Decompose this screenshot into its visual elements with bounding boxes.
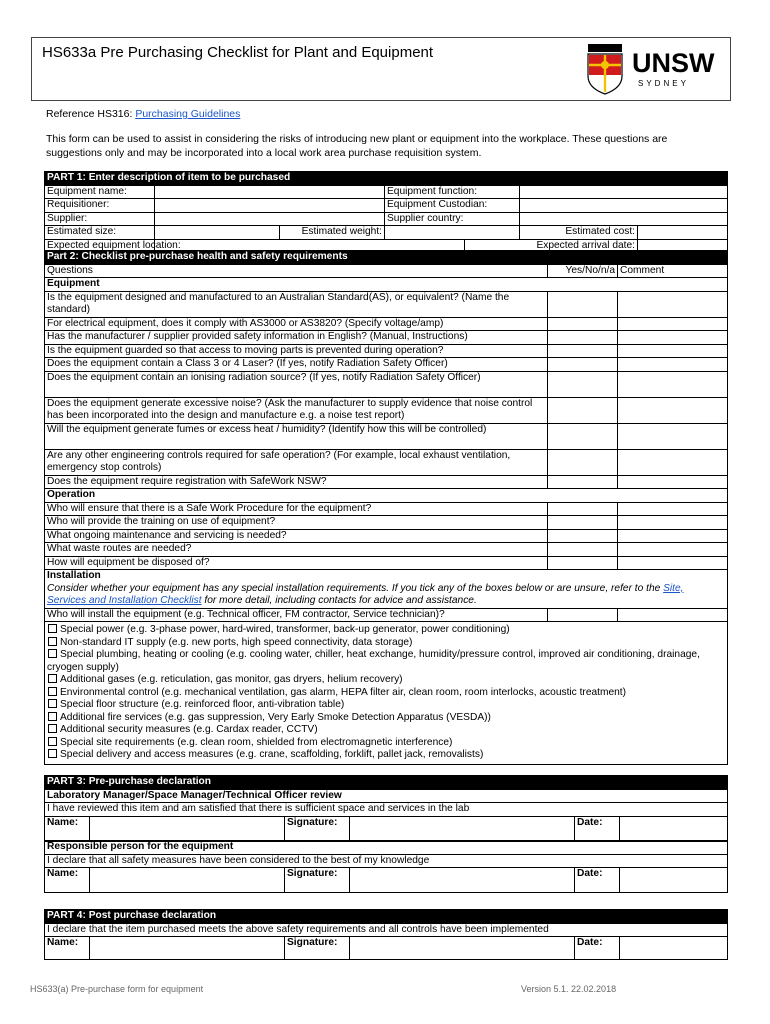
name-label: Name: [45, 816, 90, 841]
answer-field[interactable] [548, 423, 618, 449]
checkbox-label: Special floor structure (e.g. reinforced floor, anti-vibration table) [60, 699, 345, 710]
answer-field[interactable] [548, 397, 618, 423]
question-row: What waste routes are needed? [45, 543, 548, 557]
question-row: Is the equipment guarded so that access to moving parts is prevented during operation? [45, 344, 548, 358]
checkbox[interactable] [48, 724, 57, 733]
answer-field[interactable] [548, 344, 618, 358]
date-label: Date: [575, 816, 620, 841]
lab-name-field[interactable] [90, 816, 285, 841]
installation-checkbox-list [45, 622, 728, 765]
responsible-name-field[interactable] [90, 868, 285, 893]
comment-field[interactable] [618, 449, 728, 475]
estimated-cost-label: Estimated cost: [520, 226, 638, 240]
name-label: Name: [45, 868, 90, 893]
lab-date-field[interactable] [620, 816, 728, 841]
equipment-custodian-field[interactable] [520, 199, 728, 213]
question-row: How will equipment be disposed of? [45, 556, 548, 570]
checkbox-item[interactable] [47, 674, 725, 687]
comment-field[interactable] [618, 344, 728, 358]
part3-responsible-table [44, 840, 728, 893]
checkbox-label: Special power (e.g. 3-phase power, hard-wired, transformer, back-up generator, power conditioning) [60, 624, 510, 635]
comment-field[interactable] [618, 331, 728, 345]
part1-table [44, 171, 728, 253]
post-signature-field[interactable] [350, 937, 575, 960]
question-row: Does the equipment require registration with SafeWork NSW? [45, 475, 548, 489]
question-row: Are any other engineering controls required for safe operation? (For example, local exhaust ventilation, emergency stop controls) [45, 449, 548, 475]
checkbox[interactable] [48, 649, 57, 658]
comment-field[interactable] [618, 529, 728, 543]
expected-arrival-label: Expected arrival date: [465, 239, 638, 253]
answer-field[interactable] [548, 331, 618, 345]
date-label: Date: [575, 937, 620, 960]
supplier-country-field[interactable] [520, 212, 728, 226]
question-row: Who will ensure that there is a Safe Work Procedure for the equipment? [45, 502, 548, 516]
signature-label: Signature: [285, 816, 350, 841]
post-purchase-statement: I declare that the item purchased meets the above safety requirements and all controls have been implemented [45, 923, 728, 937]
checkbox-item[interactable] [47, 637, 725, 650]
comment-col-header: Comment [618, 264, 728, 278]
checkbox-label: Additional fire services (e.g. gas suppression, Very Early Smoke Detection Apparatus (VESDA)) [60, 711, 491, 723]
checkbox-label: Environmental control (e.g. mechanical ventilation, gas alarm, HEPA filter air, clean room, room interlocks, acoustic treatment) [60, 686, 627, 698]
question-row: Does the equipment contain an ionising radiation source? (If yes, notify Radiation Safety Officer) [45, 371, 548, 397]
question-row: For electrical equipment, does it comply with AS3000 or AS3820? (Specify voltage/amp) [45, 317, 548, 331]
answer-field[interactable] [548, 475, 618, 489]
date-label: Date: [575, 868, 620, 893]
comment-field[interactable] [618, 291, 728, 317]
equipment-function-field[interactable] [520, 185, 728, 199]
comment-field[interactable] [618, 556, 728, 570]
checkbox[interactable] [48, 624, 57, 633]
answer-field[interactable] [548, 608, 618, 622]
estimated-weight-field[interactable] [385, 226, 520, 240]
question-row: Who will provide the training on use of equipment? [45, 516, 548, 530]
answer-field[interactable] [548, 317, 618, 331]
part4-heading: PART 4: Post purchase declaration [45, 910, 728, 924]
checkbox-label: Additional gases (e.g. reticulation, gas monitor, gas dryers, helium recovery) [60, 674, 403, 685]
answer-field[interactable] [548, 556, 618, 570]
post-date-field[interactable] [620, 937, 728, 960]
checkbox[interactable] [48, 749, 57, 758]
site-services-checklist-link[interactable]: Site, Services and Installation Checklist [47, 582, 684, 606]
page-title: HS633a Pre Purchasing Checklist for Plant and Equipment [42, 44, 434, 61]
intro-text: This form can be used to assist in considering the risks of introducing new plant or equipment into the workplace. These questions are suggestions only and may be incorporated into a local work area purchase requisition system. [46, 133, 668, 159]
checkbox[interactable] [48, 737, 57, 746]
checkbox[interactable] [48, 687, 57, 696]
responsible-person-heading: Responsible person for the equipment [45, 841, 728, 855]
responsible-statement: I declare that all safety measures have been considered to the best of my knowledge [45, 854, 728, 868]
requisitioner-field[interactable] [155, 199, 385, 213]
checkbox-label: Special site requirements (e.g. clean room, shielded from electromagnetic interference) [60, 736, 453, 748]
checkbox-item[interactable] [47, 724, 725, 737]
question-row: Does the equipment generate excessive noise? (Ask the manufacturer to supply evidence that noise control has been incorporated into the design and manufacture e.g. a noise test report) [45, 397, 548, 423]
comment-field[interactable] [618, 608, 728, 622]
part2-table [44, 250, 728, 765]
lab-review-statement: I have reviewed this item and am satisfied that there is sufficient space and services in the lab [45, 803, 728, 817]
operation-section-heading: Operation [45, 489, 728, 503]
answer-field[interactable] [548, 502, 618, 516]
checkbox-item[interactable] [47, 749, 725, 762]
comment-field[interactable] [618, 423, 728, 449]
checkbox-label: Special delivery and access measures (e.g. crane, scaffolding, forklift, pallet jack, removalists) [60, 749, 484, 760]
reference-prefix: Reference HS316: [46, 108, 136, 120]
estimated-size-field[interactable] [155, 226, 280, 240]
answer-col-header: Yes/No/n/a [548, 264, 618, 278]
installer-question: Who will install the equipment (e.g. Technical officer, FM contractor, Service technician)? [45, 608, 548, 622]
title-box [31, 37, 731, 101]
signature-label: Signature: [285, 868, 350, 893]
supplier-field[interactable] [155, 212, 385, 226]
checkbox-item[interactable] [47, 687, 725, 700]
equipment-custodian-label: Equipment Custodian: [385, 199, 520, 213]
lab-signature-field[interactable] [350, 816, 575, 841]
footer-left: HS633(a) Pre-purchase form for equipment [30, 984, 204, 994]
part3-heading: PART 3: Pre-purchase declaration [45, 776, 728, 790]
checkbox[interactable] [48, 712, 57, 721]
comment-field[interactable] [618, 358, 728, 372]
signature-label: Signature: [285, 937, 350, 960]
requisitioner-label: Requisitioner: [45, 199, 155, 213]
footer-right: Version 5.1. 22.02.2018 [521, 984, 617, 994]
checkbox[interactable] [48, 699, 57, 708]
installation-note-text: Consider whether your equipment has any special installation requirements. If you tick any of the boxes below or are unsure, refer to the [47, 582, 664, 594]
question-row: Does the equipment contain a Class 3 or 4 Laser? (If yes, notify Radiation Safety Officer) [45, 358, 548, 372]
question-row: What ongoing maintenance and servicing is needed? [45, 529, 548, 543]
part3-lab-table [44, 775, 728, 842]
part4-table [44, 909, 728, 960]
checkbox[interactable] [48, 637, 57, 646]
answer-field[interactable] [548, 543, 618, 557]
checkbox-label: Non-standard IT supply (e.g. new ports, high speed connectivity, data storage) [60, 636, 413, 648]
answer-field[interactable] [548, 291, 618, 317]
post-name-field[interactable] [90, 937, 285, 960]
supplier-country-label: Supplier country: [385, 212, 520, 226]
estimated-size-label: Estimated size: [45, 226, 155, 240]
logo-subtitle: SYDNEY [638, 79, 689, 88]
checkbox[interactable] [48, 674, 57, 683]
estimated-cost-field[interactable] [638, 226, 728, 240]
comment-field[interactable] [618, 543, 728, 557]
checkbox-item[interactable] [47, 649, 725, 674]
installation-note-text-end: for more detail, including contacts for advice and assistance. [201, 595, 477, 606]
checkbox-item[interactable] [47, 624, 725, 637]
checkbox-label: Special plumbing, heating or cooling (e.g. cooling water, chiller, heat exchange, humidity/pressure control, improved air conditioning, drainage, cryogen supply) [47, 649, 700, 673]
estimated-weight-label: Estimated weight: [280, 226, 385, 240]
equipment-section-heading: Equipment [45, 278, 728, 292]
installation-heading: Installation [47, 570, 101, 581]
purchasing-guidelines-link[interactable]: Purchasing Guidelines [135, 108, 241, 120]
logo-wordmark: UNSW [632, 48, 715, 78]
comment-field[interactable] [618, 371, 728, 397]
question-row: Will the equipment generate fumes or excess heat / humidity? (Identify how this will be controlled) [45, 423, 548, 449]
equipment-name-field[interactable] [155, 185, 385, 199]
checkbox-item[interactable] [47, 737, 725, 750]
comment-field[interactable] [618, 502, 728, 516]
checkbox-item[interactable] [47, 699, 725, 712]
installation-section [45, 570, 728, 609]
supplier-label: Supplier: [45, 212, 155, 226]
name-label: Name: [45, 937, 90, 960]
answer-field[interactable] [548, 449, 618, 475]
answer-field[interactable] [548, 516, 618, 530]
answer-field[interactable] [548, 371, 618, 397]
answer-field[interactable] [548, 529, 618, 543]
comment-field[interactable] [618, 516, 728, 530]
checkbox-item[interactable] [47, 712, 725, 725]
unsw-logo [580, 40, 722, 98]
installation-note [47, 583, 725, 608]
part1-heading: PART 1: Enter description of item to be purchased [45, 172, 728, 186]
lab-review-heading: Laboratory Manager/Space Manager/Technical Officer review [45, 789, 728, 803]
part2-heading: Part 2: Checklist pre-purchase health and safety requirements [45, 251, 728, 265]
reference-line [46, 108, 240, 120]
comment-field[interactable] [618, 397, 728, 423]
checkbox-label: Additional security measures (e.g. Cardax reader, CCTV) [60, 724, 318, 735]
comment-field[interactable] [618, 317, 728, 331]
questions-col-header: Questions [45, 264, 548, 278]
comment-field[interactable] [618, 475, 728, 489]
equipment-function-label: Equipment function: [385, 185, 520, 199]
responsible-date-field[interactable] [620, 868, 728, 893]
responsible-signature-field[interactable] [350, 868, 575, 893]
answer-field[interactable] [548, 358, 618, 372]
expected-location-label: Expected equipment location: [45, 239, 155, 253]
question-row: Has the manufacturer / supplier provided safety information in English? (Manual, Instructions) [45, 331, 548, 345]
question-row: Is the equipment designed and manufactured to an Australian Standard(AS), or equivalent? (Name the standard) [45, 291, 548, 317]
equipment-name-label: Equipment name: [45, 185, 155, 199]
